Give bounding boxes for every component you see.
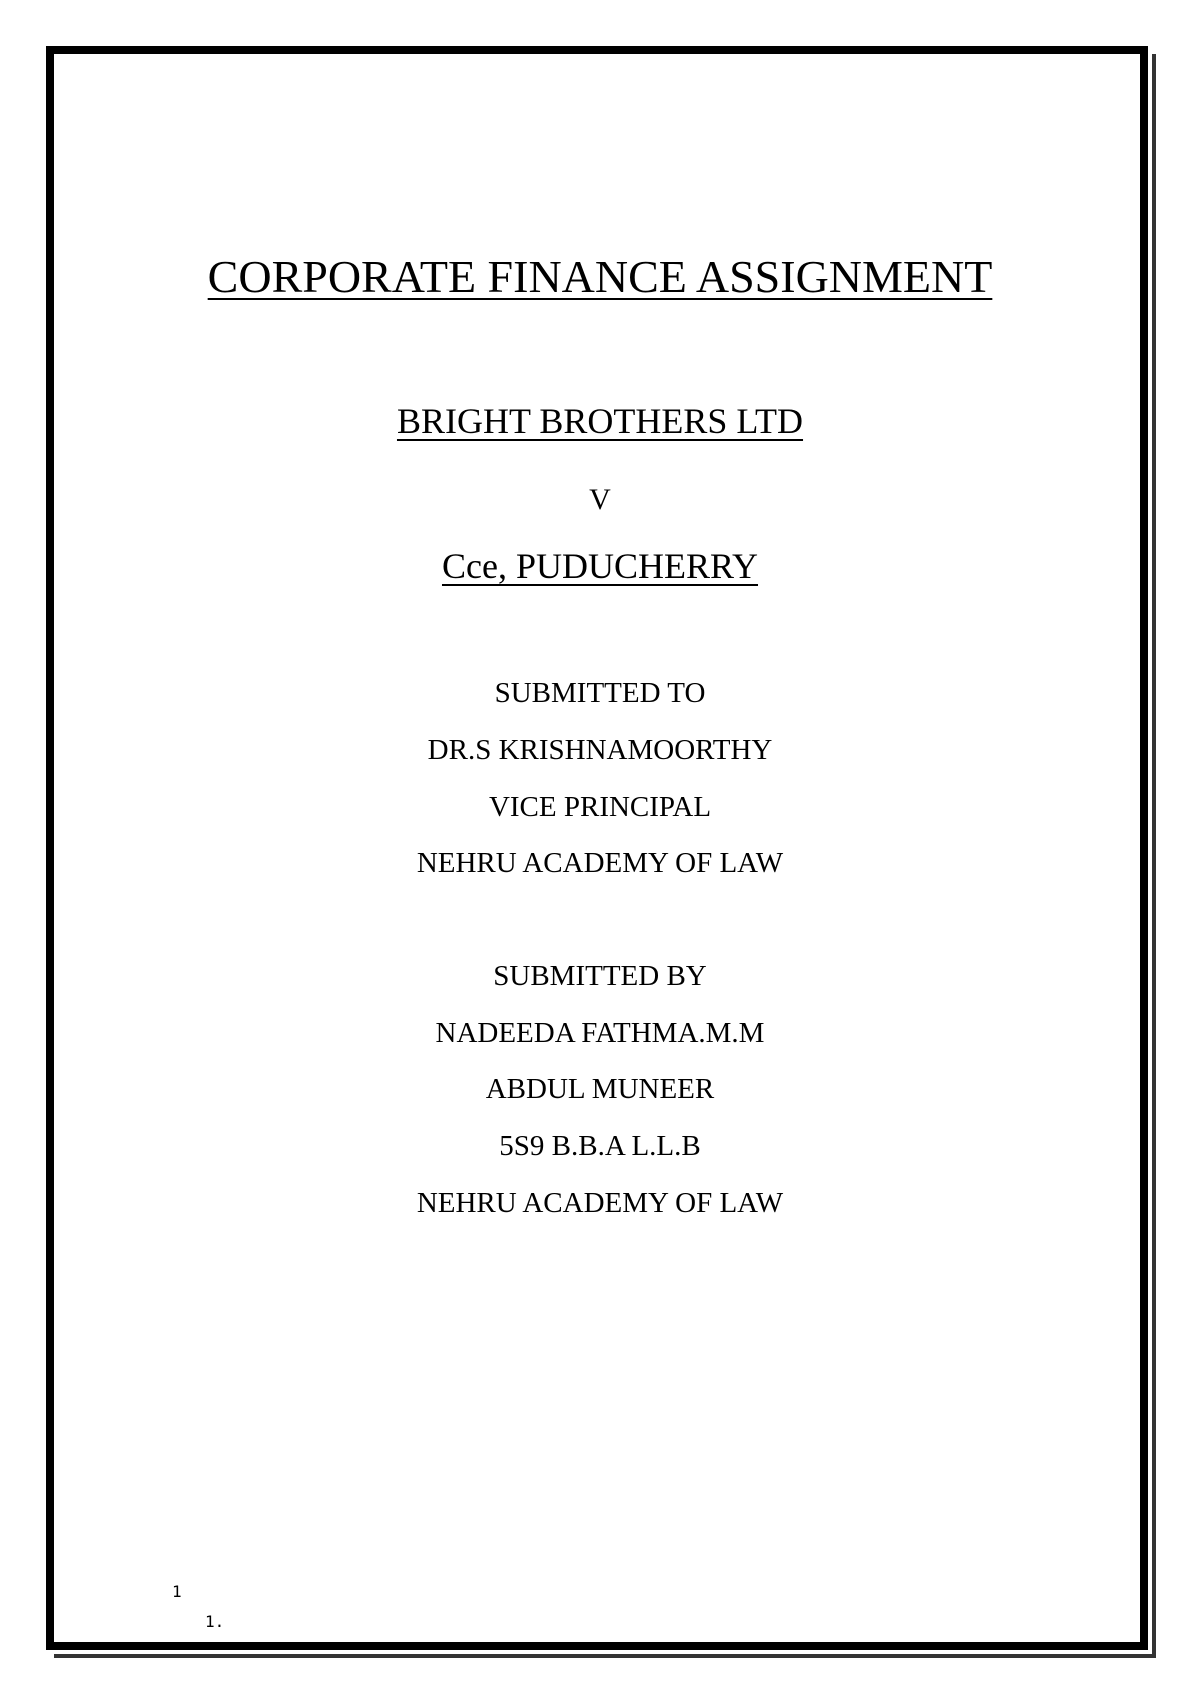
case-party-two: Cce, PUDUCHERRY — [441, 546, 759, 586]
footnote-reference: 1 — [172, 1582, 182, 1601]
submitted-to-designation: VICE PRINCIPAL — [488, 791, 712, 823]
document-title: CORPORATE FINANCE ASSIGNMENT — [207, 251, 993, 302]
submitted-by-institution: NEHRU ACADEMY OF LAW — [416, 1187, 784, 1219]
submitted-to-heading: SUBMITTED TO — [494, 677, 706, 709]
submitted-by-heading: SUBMITTED BY — [493, 960, 707, 992]
submitted-by-name-1: NADEEDA FATHMA.M.M — [435, 1017, 765, 1049]
submitted-to-institution: NEHRU ACADEMY OF LAW — [416, 847, 784, 879]
submitted-to-name: DR.S KRISHNAMOORTHY — [427, 734, 773, 766]
case-versus: V — [589, 483, 611, 516]
submitted-by-class: 5S9 B.B.A L.L.B — [499, 1130, 701, 1162]
case-party-one: BRIGHT BROTHERS LTD — [396, 401, 804, 441]
submitted-by-name-2: ABDUL MUNEER — [485, 1073, 715, 1105]
footnote-number: 1. — [205, 1612, 225, 1631]
